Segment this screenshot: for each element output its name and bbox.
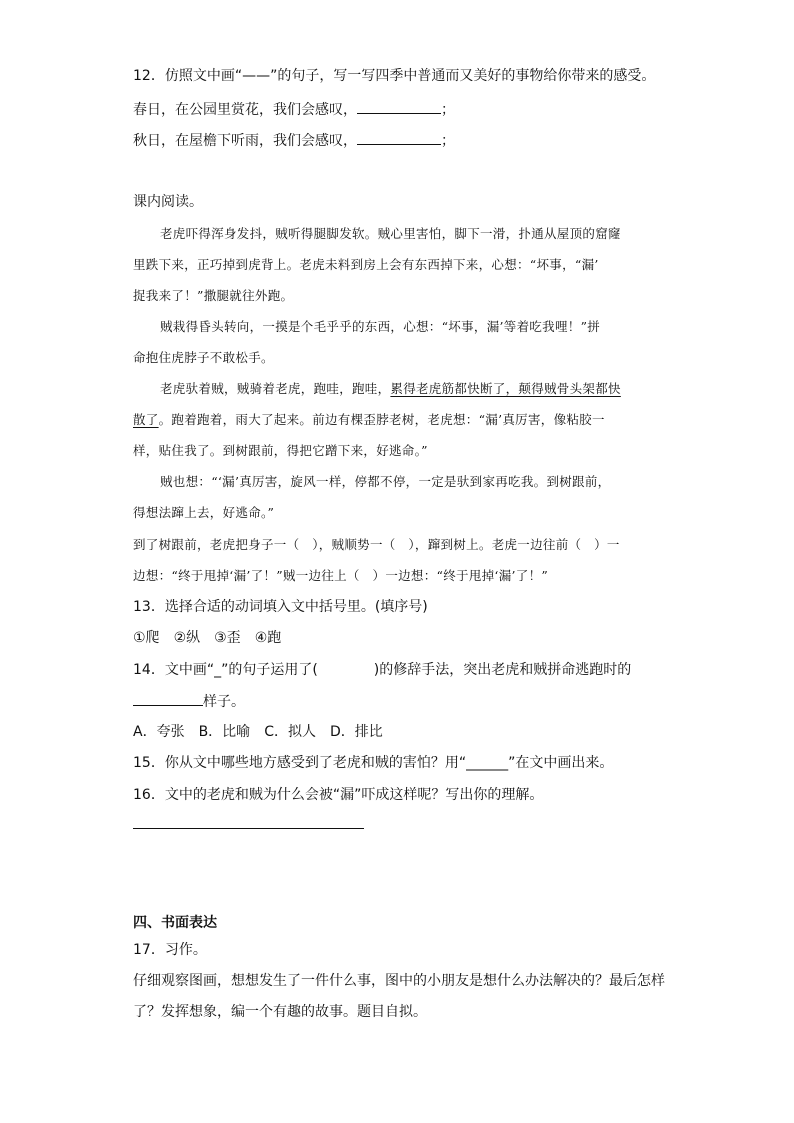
- q12-spring-blank[interactable]: [357, 99, 441, 114]
- section4-heading: 四、书面表达: [133, 915, 217, 931]
- q14-option-c[interactable]: C．拟人: [264, 724, 316, 740]
- q16-prompt: 16．文中的老虎和贼为什么会被“漏”吓成这样呢？写出你的理解。: [133, 787, 544, 803]
- q13-option-1[interactable]: ①爬: [133, 630, 160, 646]
- q14-blank[interactable]: [133, 691, 203, 706]
- q13-options: [133, 628, 295, 648]
- q12-spring-end: ；: [441, 102, 455, 118]
- passage-p5-line1: 到了树跟前，老虎把身子一（ ），贼顺势一（ ），蹿到树上。老虎一边往前（ ）一: [133, 537, 620, 552]
- q14-line2: [133, 691, 245, 712]
- q12-autumn-end: ；: [441, 133, 455, 149]
- passage-p1-line3: 捉我来了！”撒腿就往外跑。: [133, 288, 294, 303]
- q15-prompt-end: ”在文中画出来。: [508, 755, 614, 771]
- q14-option-d[interactable]: D．排比: [329, 724, 383, 740]
- q17-body-line1: 仔细观察图画，想想发生了一件什么事，图中的小朋友是想什么办法解决的？最后怎样: [133, 973, 665, 989]
- passage-p4-line1: 贼也想：“‘漏’真厉害，旋风一样，停都不停，一定是驮到家再吃我。到树跟前，: [160, 474, 611, 489]
- q12-autumn-line: [133, 130, 455, 151]
- q12-autumn-text: 秋日，在屋檐下听雨，我们会感叹，: [133, 133, 357, 149]
- q13-option-2[interactable]: ②纵: [173, 630, 201, 646]
- q17-prompt: 17．习作。: [133, 942, 207, 958]
- q12-prompt-end: ”的句子，写一写四季中普通而又美好的事物给你带来的感受。: [270, 68, 656, 84]
- passage-p3-text-b: 。跑着跑着，雨大了起来。前边有棵歪脖老树，老虎想：“漏’真厉害，像粘胶一: [158, 412, 605, 427]
- q14-option-a[interactable]: A．夸张: [133, 724, 185, 740]
- q14-options: [133, 722, 397, 742]
- q15-mark: ______: [466, 755, 509, 771]
- passage-p2-line2: 命抱住虎脖子不敢松手。: [133, 350, 274, 365]
- q12-spring-line: [133, 99, 455, 120]
- passage-p3-line2: [133, 410, 605, 430]
- q13-option-4[interactable]: ④跑: [254, 630, 282, 646]
- q12-prompt-start: 12．仿照文中画“: [133, 68, 243, 84]
- q14-prompt-start: 14．文中画“: [133, 662, 215, 678]
- q13-prompt: 13．选择合适的动词填入文中括号里。(填序号): [133, 599, 428, 615]
- passage-p3-text-a: 老虎驮着贼，贼骑着老虎，跑哇，跑哇，: [160, 381, 391, 396]
- q15-prompt-start: 15．你从文中哪些地方感受到了老虎和贼的害怕？用“: [133, 755, 467, 771]
- q12-dash-mark: ——: [242, 68, 271, 84]
- q12-spring-text: 春日，在公园里赏花，我们会感叹，: [133, 102, 357, 118]
- passage-p3-line3: 样，贴住我了。到树跟前，得把它蹭下来，好逃命。”: [133, 443, 428, 458]
- q17-body-line2: 了？发挥想象，编一个有趣的故事。题目自拟。: [133, 1004, 427, 1020]
- q12-autumn-blank[interactable]: [357, 130, 441, 145]
- passage-p1-line1: 老虎吓得浑身发抖，贼听得腿脚发软。贼心里害怕，脚下一滑，扑通从屋顶的窟窿: [160, 226, 621, 241]
- passage-p5-line2: 边想：“终于甩掉‘漏’了！”贼一边往上（ ）一边想：“终于甩掉‘漏’了！”: [133, 568, 549, 583]
- q16-answer-line[interactable]: [133, 828, 364, 829]
- q14-prompt: [133, 660, 631, 680]
- section-reading-title: 课内阅读。: [133, 194, 203, 210]
- q14-mark: _: [214, 662, 222, 678]
- passage-p3-underlined-a: 累得老虎筋都快断了，颠得贼骨头架都快: [390, 381, 621, 396]
- q12-prompt: [133, 66, 655, 86]
- passage-p1-line2: 里跌下来，正巧掉到虎背上。老虎未料到房上会有东西掉下来，心想：“坏事，“漏’: [133, 257, 599, 272]
- passage-p3-line1: [160, 379, 621, 399]
- passage-p4-line2: 得想法蹿上去，好逃命。”: [133, 505, 275, 520]
- passage-p2-line1: 贼栽得昏头转向，一摸是个毛乎乎的东西，心想：“坏事，漏’等着吃我哩！”拼: [160, 319, 601, 334]
- q14-option-b[interactable]: B．比喻: [198, 724, 251, 740]
- q15-prompt: [133, 753, 613, 773]
- q13-option-3[interactable]: ③歪: [214, 630, 241, 646]
- q14-line2-end: 样子。: [203, 694, 245, 710]
- q14-prompt-end: ”的句子运用了( )的修辞手法，突出老虎和贼拼命逃跑时的: [221, 662, 632, 678]
- passage-p3-underlined-b: 散了: [133, 412, 159, 427]
